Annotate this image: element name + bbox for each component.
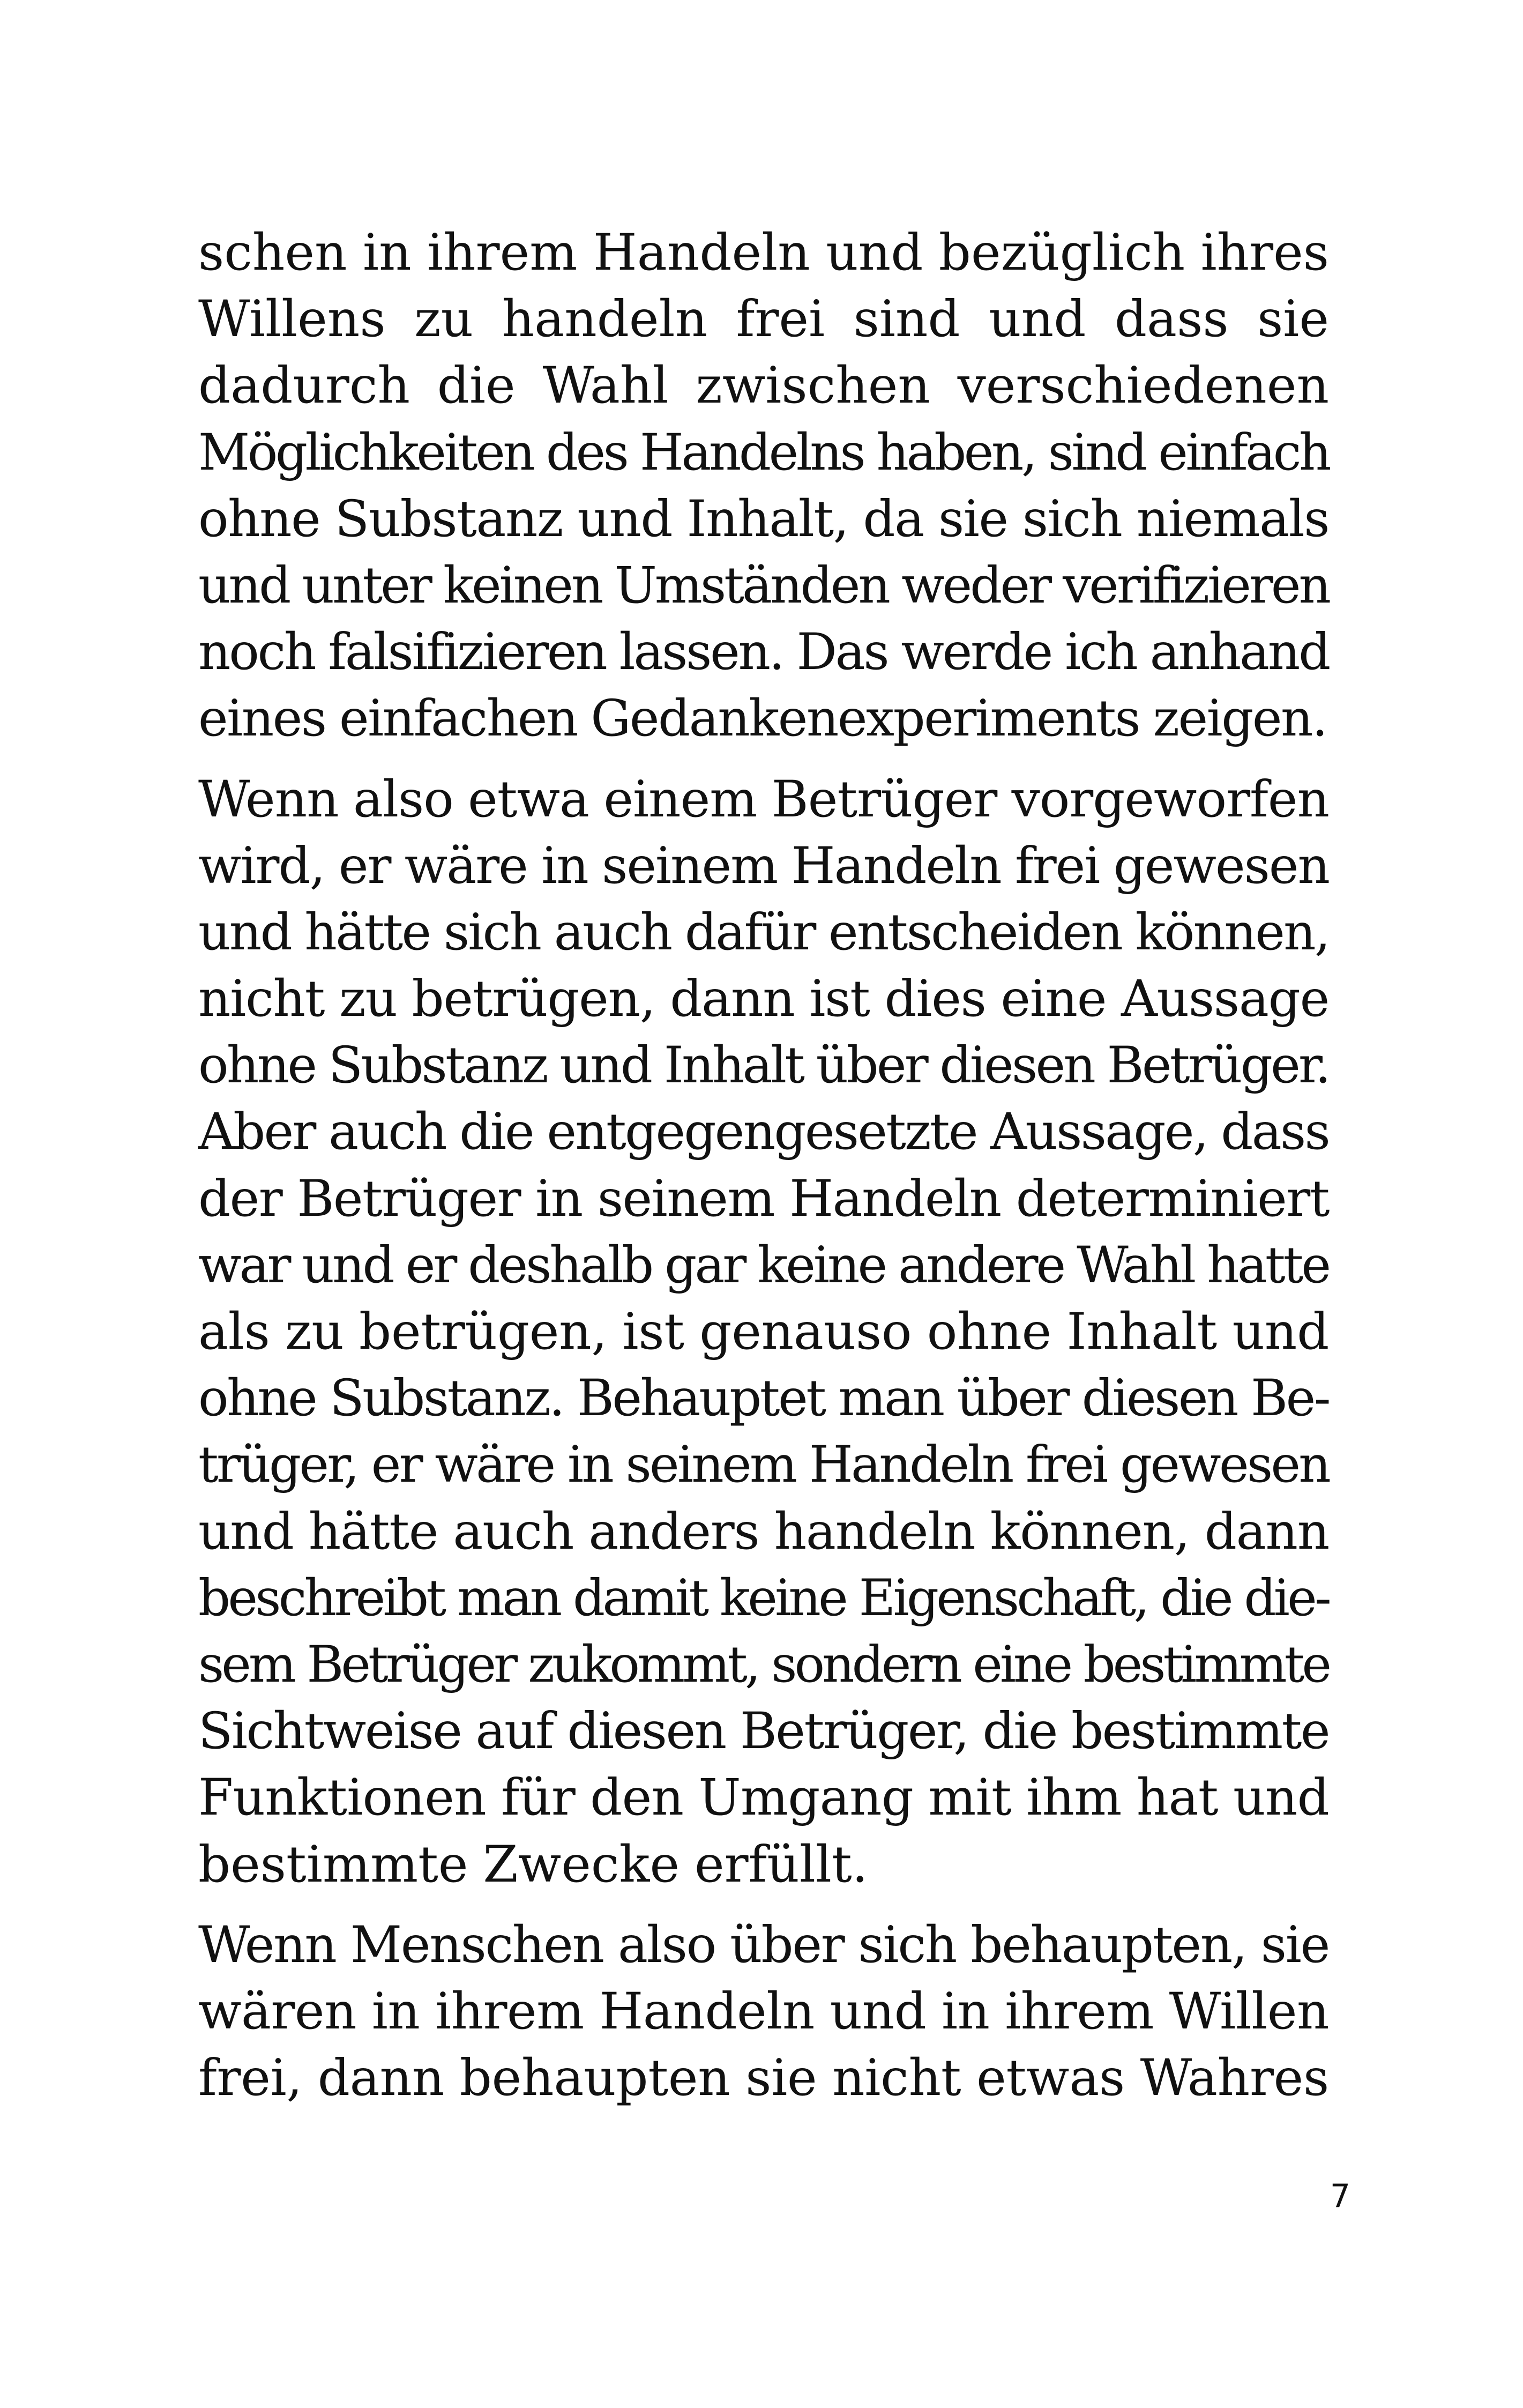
text-line: Sichtweise auf diesen Betrüger, die bestimmte bbox=[198, 1702, 1329, 1761]
text-line: Wenn also etwa einem Betrüger vorgeworfen bbox=[198, 770, 1329, 829]
text-line: ohne Substanz und Inhalt über diesen Betrüger. bbox=[198, 1036, 1329, 1095]
text-line: sem Betrüger zukommt, sondern eine bestimmte bbox=[198, 1635, 1329, 1694]
page-number: 7 bbox=[1330, 2177, 1350, 2215]
text-line: nicht zu betrügen, dann ist dies eine Aussage bbox=[198, 970, 1329, 1029]
paragraph-1 bbox=[198, 220, 1329, 753]
text-line: und hätte auch anders handeln können, dann bbox=[198, 1502, 1329, 1561]
text-line: und hätte sich auch dafür entscheiden können, bbox=[198, 903, 1329, 962]
paragraph-2 bbox=[198, 767, 1329, 1898]
text-line: dadurch die Wahl zwischen verschiedenen bbox=[198, 356, 1329, 415]
text-line: als zu betrügen, ist genauso ohne Inhalt und bbox=[198, 1303, 1329, 1361]
text-line: und unter keinen Umständen weder verifizieren bbox=[198, 556, 1329, 615]
text-line: noch falsifizieren lassen. Das werde ich anhand bbox=[198, 623, 1329, 682]
text-line: frei, dann behaupten sie nicht etwas Wahres bbox=[198, 2049, 1329, 2108]
text-line: beschreibt man damit keine Eigenschaft, die die- bbox=[198, 1569, 1329, 1627]
text-line: Funktionen für den Umgang mit ihm hat und bbox=[198, 1768, 1329, 1827]
text-line: eines einfachen Gedankenexperiments zeigen. bbox=[198, 689, 1327, 748]
text-line: Wenn Menschen also über sich behaupten, sie bbox=[198, 1915, 1329, 1974]
text-line: wären in ihrem Handeln und in ihrem Willen bbox=[198, 1982, 1329, 2041]
text-line: ohne Substanz. Behauptet man über diesen Be- bbox=[198, 1369, 1329, 1428]
text-line: der Betrüger in seinem Handeln determiniert bbox=[198, 1169, 1329, 1228]
text-line: bestimmte Zwecke erfüllt. bbox=[198, 1835, 868, 1894]
paragraph-3 bbox=[198, 1912, 1329, 2112]
text-line: schen in ihrem Handeln und bezüglich ihres bbox=[198, 224, 1329, 282]
text-line: wird, er wäre in seinem Handeln frei gewesen bbox=[198, 836, 1329, 895]
text-line: ohne Substanz und Inhalt, da sie sich niemals bbox=[198, 489, 1329, 548]
text-line: Willens zu handeln frei sind und dass sie bbox=[198, 290, 1329, 349]
text-line: trüger, er wäre in seinem Handeln frei gewesen bbox=[198, 1436, 1329, 1495]
text-line: Möglichkeiten des Handelns haben, sind einfach bbox=[198, 423, 1329, 482]
text-line: war und er deshalb gar keine andere Wahl hatte bbox=[198, 1236, 1329, 1295]
text-line: Aber auch die entgegengesetzte Aussage, dass bbox=[198, 1103, 1329, 1162]
body-text bbox=[198, 220, 1329, 2125]
